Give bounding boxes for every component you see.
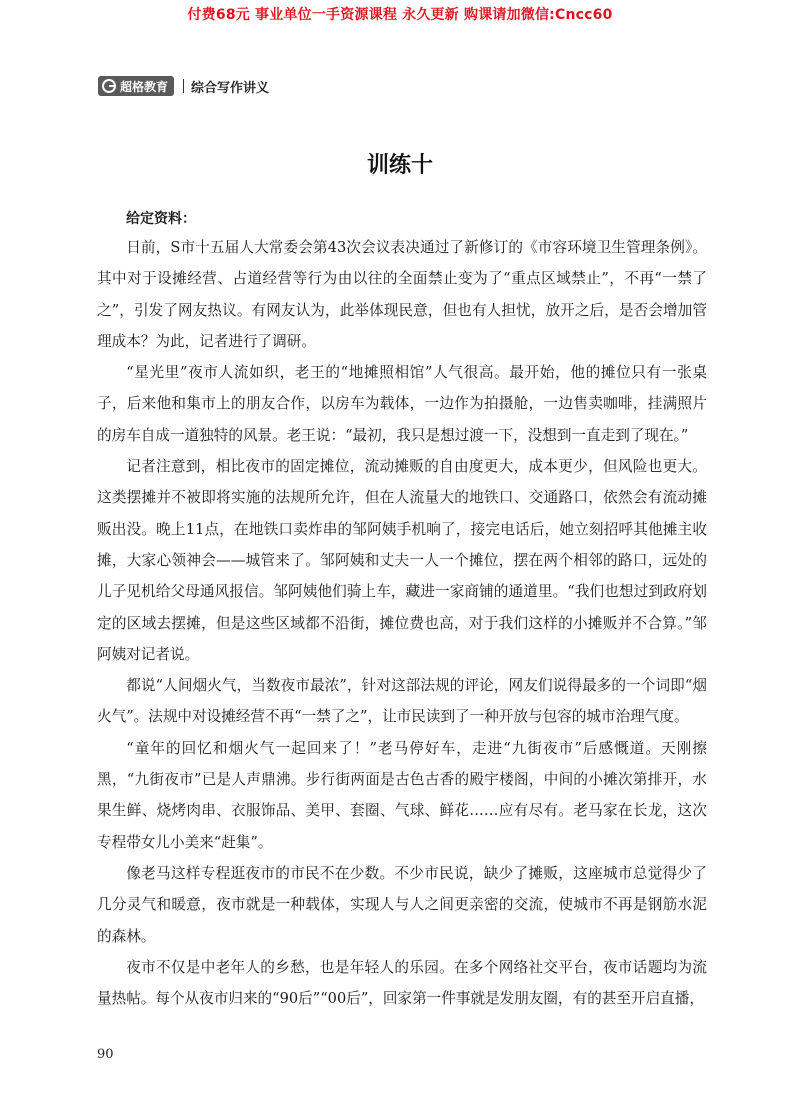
paragraph: 夜市不仅是中老年人的乡愁，也是年轻人的乐园。在多个网络社交平台，夜市话题均为流量热帖。每个从夜市归来的“90后”“00后”，回家第一件事就是发朋友圈，有的甚至开启直播， [97,958,707,1008]
article-body [97,232,707,1014]
paragraph: 像老马这样专程逛夜市的市民不在少数。不少市民说，缺少了摊贩，这座城市总觉得少了几分灵气和暖意，夜市就是一种载体，实现人与人之间更亲密的交流，使城市不再是钢筋水泥的森林。 [97,864,707,945]
page-number: 90 [97,1047,114,1062]
promo-banner: 付费68元 事业单位一手资源课程 永久更新 购课请加微信:Cncc60 [187,7,613,23]
material-label: 给定资料： [126,211,196,227]
paragraph: 都说“人间烟火气，当数夜市最浓”，针对这部法规的评论，网友们说得最多的一个词即“烟火气”。法规中对设摊经营不再“一禁了之”，让市民读到了一种开放与包容的城市治理气度。 [97,677,707,726]
paragraph: 记者注意到，相比夜市的固定摊位，流动摊贩的自由度更大，成本更少，但风险也更大。这类摆摊并不被即将实施的法规所允许，但在人流量大的地铁口、交通路口，依然会有流动摊贩出没。晚上11点，在地铁口卖炸串的邹阿姨手机响了，接完电话后，她立刻招呼其他摊主收摊，大家心领神会——城管来了。邹阿姨和丈夫一人一个摊位，摆在两个相邻的路口，远处的儿子见机给父母通风报信。邹阿姨他们骑上车，藏进一家商铺的通道里。“我们也想过到政府划定的区域去摆摊，但是这些区域都不沿街，摊位费也高，对于我们这样的小摊贩并不合算。”邹阿姨对记者说。 [97,458,707,663]
paragraph: “星光里”夜市人流如织，老王的“地摊照相馆”人气很高。最开始，他的摊位只有一张桌子，后来他和集市上的朋友合作，以房车为载体，一边作为拍摄舱，一边售卖咖啡，挂满照片的房车自成一道独特的风景。老王说：“最初，我只是想过渡一下，没想到一直走到了现在。” [97,364,707,444]
paragraph: “童年的回忆和烟火气一起回来了！”老马停好车，走进“九街夜市”后感慨道。天刚擦黑，“九街夜市”已是人声鼎沸。步行街两面是古色古香的殿宇楼阁，中间的小摊次第排开，水果生鲜、烧烤肉串、衣服饰品、美甲、套圈、气球、鲜花……应有尽有。老马家在长龙，这次专程带女儿小美来“赶集”。 [97,739,707,851]
section-title: 综合写作讲义 [191,80,270,96]
paragraph: 日前，S市十五届人大常委会第43次会议表决通过了新修订的《市容环境卫生管理条例》。其中对于设摊经营、占道经营等行为由以往的全面禁止变为了“重点区域禁止”，不再“一禁了之”，引发了网友热议。有网友认为，此举体现民意，但也有人担忧，放开之后，是否会增加管理成本？为此，记者进行了调研。 [97,239,707,350]
page-header [98,75,269,97]
header-divider [183,79,184,93]
brand-logo-icon [101,78,117,94]
brand-logo [98,76,174,96]
page-title: 训练十 [366,153,433,178]
brand-logo-text: 超格教育 [120,79,169,94]
